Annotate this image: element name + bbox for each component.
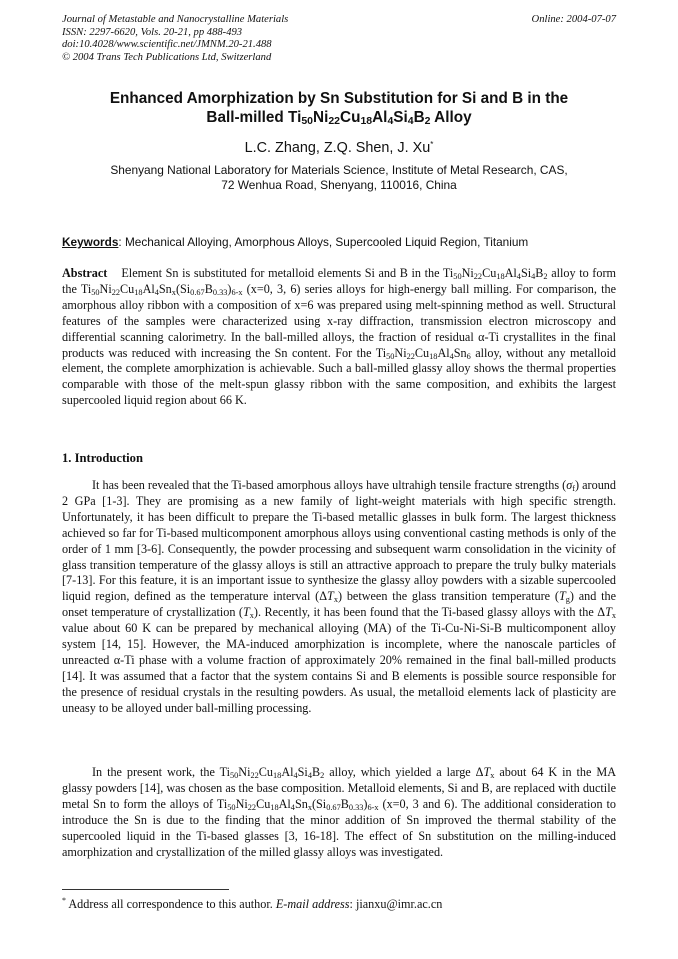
- title-line-1: Enhanced Amorphization by Sn Substitution for Si and B in the: [109, 90, 569, 107]
- keywords-label: Keywords: [62, 235, 119, 249]
- footnote: * Address all correspondence to this author. E-mail address: jianxu@imr.ac.cn: [62, 896, 443, 911]
- abstract-label: Abstract: [62, 266, 108, 280]
- keywords: Keywords: Mechanical Alloying, Amorphous Alloys, Supercooled Liquid Region, Titanium: [62, 235, 529, 249]
- affiliation: Shenyang National Laboratory for Materials Science, Institute of Metal Research, CAS, 72 Wenhua Road, Shenyang, 110016, China: [110, 163, 568, 192]
- footnote-divider: [62, 889, 229, 890]
- paper-title: [40, 89, 638, 127]
- intro-paragraph-1: It has been revealed that the Ti-based amorphous alloys have ultrahigh tensile fracture strengths $(\sigma_f)$ around 2 GPa [1-3]. They are promising as a new family of light-weight materials with high specific strength. Unfortunately, it has been difficult to prepare the Ti-based metallic glasses in bulk form. The largest thickness achieved so far for Ti-based multicomponent amorphous alloys using conventional casting methods is only of the order of 1 mm [3-6]. Consequently, the powder processing and subsequent warm consolidation in the vicinity of glass transition temperature of the glassy alloys is still an attractive approach to prepare the truly bulky materials [7-13]. For this feature, it is an important issue to synthesize the glassy alloy powders with a sizable supercooled liquid region, defined as the temperature interval $(\Delta T_x)$ between the glass transition temperature $(T_g)$ and the onset temperature of crystallization $(T_x)$. Recently, it has been found that the Ti-based glassy alloys with the $\Delta T_x$ value about 60 K can be prepared by mechanical alloying (MA) of the Ti-Cu-Ni-Si-B multicomponent alloy system [14, 15]. However, the MA-induced amorphization is incomplete, where the nanoscale particles of unreacted α-Ti phase with a volume fraction of approximately 20% remained in the final ball-milled products [14]. It was assumed that a factor that the system contains Si and B elements is possible source responsible for the presence of residual crystals in the resulting powders. As usual, the metalloid elements lack of plasticity are uneasy to be alloyed under ball-milling processing.: [62, 478, 617, 715]
- section-heading: 1. Introduction: [62, 451, 143, 465]
- title-line-2: Ball-milled $Ti_{50}Ni_{22}Cu_{18}Al_4Si_4B_2$ Alloy: [206, 109, 472, 127]
- author-list: L.C. Zhang, Z.Q. Shen, J. Xu*: [244, 140, 434, 156]
- journal-doi: doi:10.4028/www.scientific.net/JMNM.20-21.488: [62, 39, 272, 50]
- journal-issn: ISSN: 2297-6620, Vols. 20-21, pp 488-493: [62, 26, 243, 38]
- abstract: Abstract Element Sn is substituted for metalloid elements Si and B in the $Ti_{50}Ni_{22}Cu_{18}Al_4Si_4B_2$ alloy to form the $Ti_{50}Ni_{22}Cu_{18}Al_4Sn_x(Si_{0.67}B_{0.33})_{6-x}$ (x=0, 3, 6) series alloys for high-energy ball milling. For comparison, the amorphous alloy ribbon with a composition of x=6 was prepared using melt-spinning method as well. Structural features of the samples were characterized using x-ray diffraction, transmission electron microscopy and differential scanning calorimetry. In the ball-milled alloys, the fraction of residual α-Ti crystallites in the final products was reduced with increasing the Sn content. For the $Ti_{50}Ni_{22}Cu_{18}Al_4Sn_6$ alloy, without any metalloid element, the complete amorphization is achievable. Such a ball-milled glassy alloy shows the thermal properties comparable with those of the melt-spun glassy ribbon with the same composition, and exhibits the largest supercooled liquid region about 66 K.: [62, 266, 616, 408]
- intro-paragraph-2: In the present work, the $Ti_{50}Ni_{22}Cu_{18}Al_4Si_4B_2$ alloy, which yielded a large $\Delta T_x$ about 64 K in the MA glassy powders [14], was chosen as the base composition. Metalloid elements, Si and B, are replaced with ductile metal Sn to form the alloys of $Ti_{50}Ni_{22}Cu_{18}Al_4Sn_x(Si_{0.67}B_{0.33})_{6-x}$ (x=0, 3 and 6). The additional consideration to introduce the Sn is due to the finding that the minor addition of Sn improved the thermal stability of the supercooled liquid in the Ti-based glasses [3, 16-18]. The effect of Sn substitution on the milling-induced amorphization and crystallization of the milled glassy alloys was investigated.: [62, 765, 616, 859]
- journal-copyright: © 2004 Trans Tech Publications Ltd, Switzerland: [62, 51, 272, 63]
- journal-header: [62, 14, 616, 64]
- online-date: Online: 2004-07-07: [531, 14, 616, 25]
- journal-name: Journal of Metastable and Nanocrystalline Materials: [62, 14, 289, 25]
